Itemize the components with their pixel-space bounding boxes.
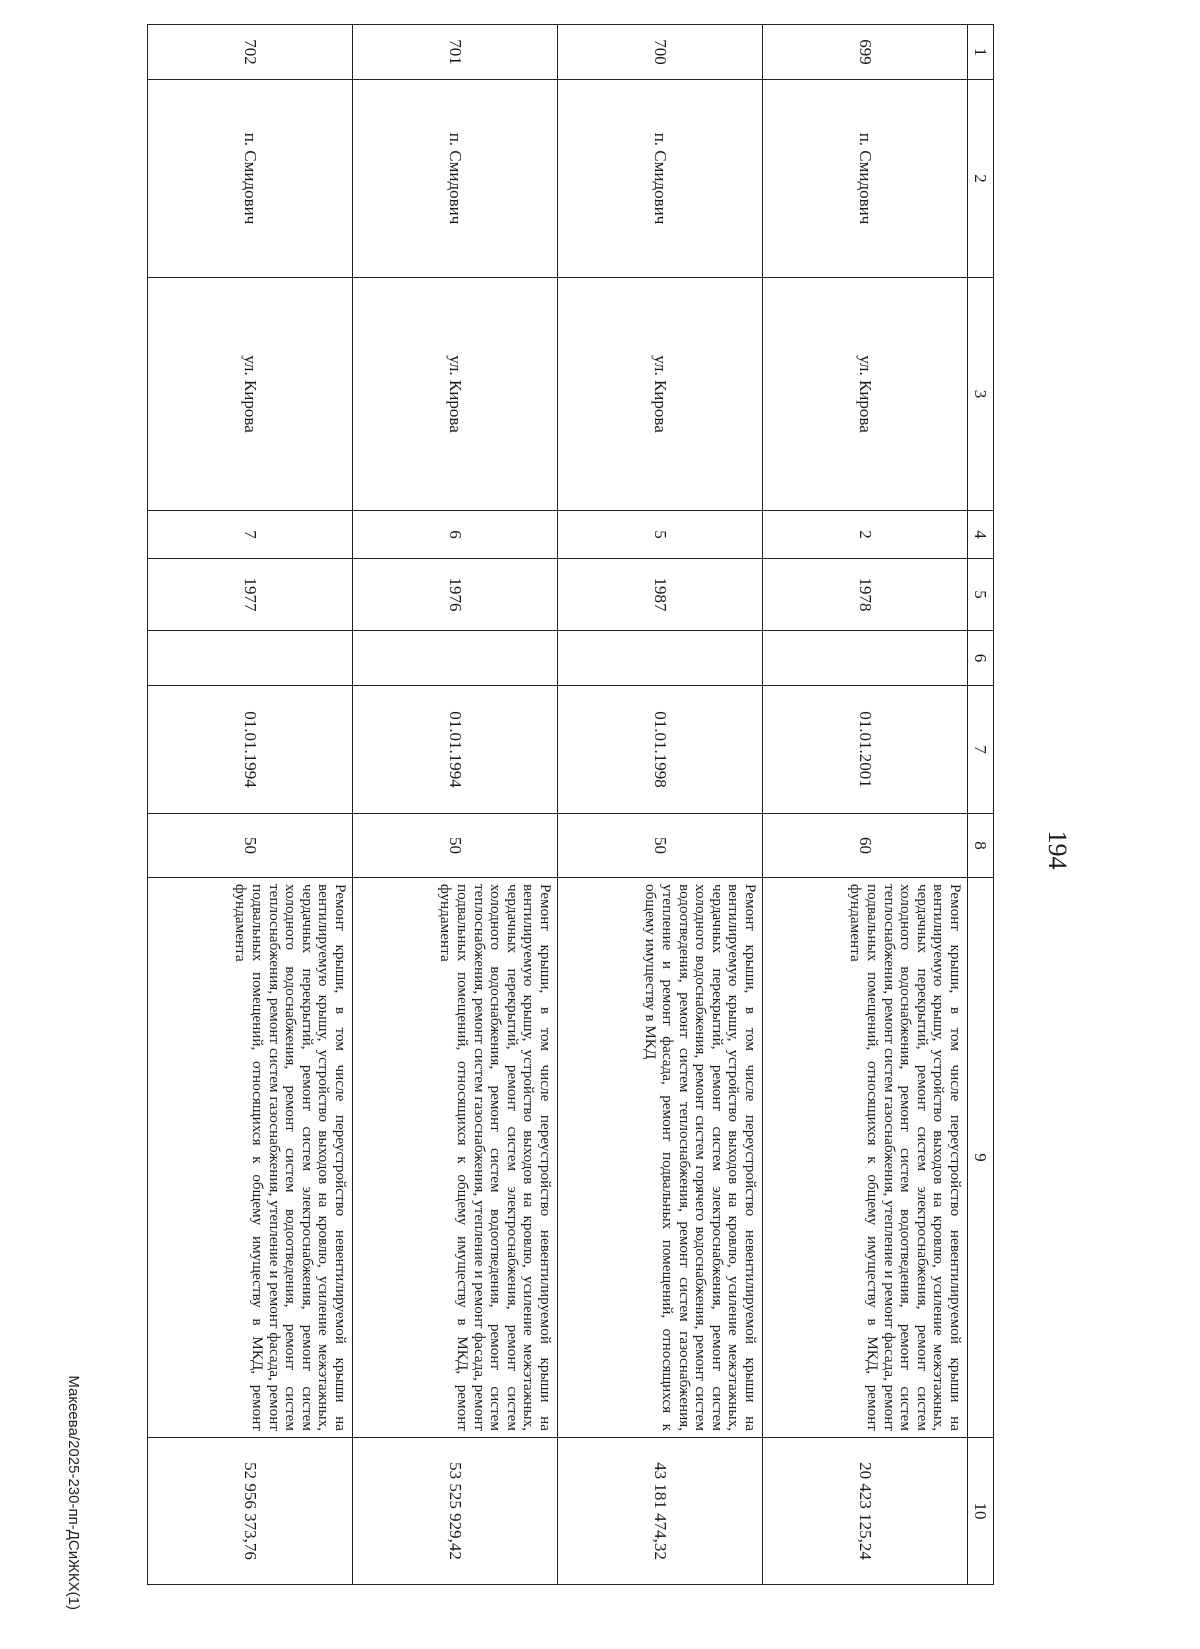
header-cell: 9 [968, 878, 994, 1438]
year-cell: 1978 [763, 559, 968, 631]
repair-table [147, 24, 994, 1585]
house-number-cell: 6 [353, 511, 558, 559]
table-header-row [968, 25, 994, 1585]
column-6-cell [353, 631, 558, 686]
house-number-cell: 7 [148, 511, 353, 559]
table-row [763, 25, 968, 1585]
year-cell: 1976 [353, 559, 558, 631]
header-cell: 1 [968, 25, 994, 80]
table-row [148, 25, 353, 1585]
street-cell: ул. Кирова [148, 278, 353, 511]
header-cell: 6 [968, 631, 994, 686]
street-cell: ул. Кирова [763, 278, 968, 511]
header-cell: 8 [968, 814, 994, 878]
column-8-cell: 50 [558, 814, 763, 878]
works-description-cell: Ремонт крыши, в том числе переустройство невентилируемой крыши на вентилируемую крышу, устройство выходов на кровлю, усиление межэтажных, чердачных перекрытий, ремонт систем электроснабжения, ремонт систем холодного водоснабжения, ремонт систем горячего водоснабжения, ремонт систем водоотведения, ремонт систем теплоснабжения, ремонт систем газоснабжения, утепление и ремонт фасада, ремонт подвальных помещений, относящихся к общему имуществу в МКД [558, 878, 763, 1438]
settlement-cell: п. Смидович [558, 80, 763, 278]
row-number: 699 [763, 25, 968, 80]
house-number-cell: 2 [763, 511, 968, 559]
column-6-cell [148, 631, 353, 686]
cost-cell: 43 181 474,32 [558, 1438, 763, 1585]
date-cell: 01.01.2001 [763, 686, 968, 814]
settlement-cell: п. Смидович [148, 80, 353, 278]
date-cell: 01.01.1994 [148, 686, 353, 814]
table-row [558, 25, 763, 1585]
date-cell: 01.01.1998 [558, 686, 763, 814]
header-cell: 5 [968, 559, 994, 631]
cost-cell: 52 956 373,76 [148, 1438, 353, 1585]
works-description-cell: Ремонт крыши, в том числе переустройство невентилируемой крыши на вентилируемую крышу, устройство выходов на кровлю, усиление межэтажных, чердачных перекрытий, ремонт систем электроснабжения, ремонт систем холодного водоснабжения, ремонт систем водоотведения, ремонт систем теплоснабжения, ремонт систем газоснабжения, утепление и ремонт фасада, ремонт подвальных помещений, относящихся к общему имуществу в МКД, ремонт фундамента [148, 878, 353, 1438]
year-cell: 1977 [148, 559, 353, 631]
cost-cell: 53 525 929,42 [353, 1438, 558, 1585]
works-description-cell: Ремонт крыши, в том числе переустройство невентилируемой крыши на вентилируемую крышу, устройство выходов на кровлю, усиление межэтажных, чердачных перекрытий, ремонт систем электроснабжения, ремонт систем холодного водоснабжения, ремонт систем водоотведения, ремонт систем теплоснабжения, ремонт систем газоснабжения, утепление и ремонт фасада, ремонт подвальных помещений, относящихся к общему имуществу в МКД, ремонт фундамента [353, 878, 558, 1438]
house-number-cell: 5 [558, 511, 763, 559]
column-6-cell [558, 631, 763, 686]
column-8-cell: 50 [353, 814, 558, 878]
header-cell: 2 [968, 80, 994, 278]
page-number: 194 [1043, 830, 1072, 870]
header-cell: 7 [968, 686, 994, 814]
document-footer: Макеева/2025-230-пп-ДСиЖКХ(1) [65, 1375, 82, 1610]
street-cell: ул. Кирова [353, 278, 558, 511]
column-8-cell: 60 [763, 814, 968, 878]
column-8-cell: 50 [148, 814, 353, 878]
settlement-cell: п. Смидович [353, 80, 558, 278]
cost-cell: 20 423 125,24 [763, 1438, 968, 1585]
row-number: 702 [148, 25, 353, 80]
header-cell: 3 [968, 278, 994, 511]
street-cell: ул. Кирова [558, 278, 763, 511]
year-cell: 1987 [558, 559, 763, 631]
column-6-cell [763, 631, 968, 686]
row-number: 701 [353, 25, 558, 80]
settlement-cell: п. Смидович [763, 80, 968, 278]
table-row [353, 25, 558, 1585]
header-cell: 10 [968, 1438, 994, 1585]
date-cell: 01.01.1994 [353, 686, 558, 814]
header-cell: 4 [968, 511, 994, 559]
row-number: 700 [558, 25, 763, 80]
works-description-cell: Ремонт крыши, в том числе переустройство невентилируемой крыши на вентилируемую крышу, устройство выходов на кровлю, усиление межэтажных, чердачных перекрытий, ремонт систем электроснабжения, ремонт систем холодного водоснабжения, ремонт систем водоотведения, ремонт систем теплоснабжения, ремонт систем газоснабжения, утепление и ремонт фасада, ремонт подвальных помещений, относящихся к общему имуществу в МКД, ремонт фундамента [763, 878, 968, 1438]
